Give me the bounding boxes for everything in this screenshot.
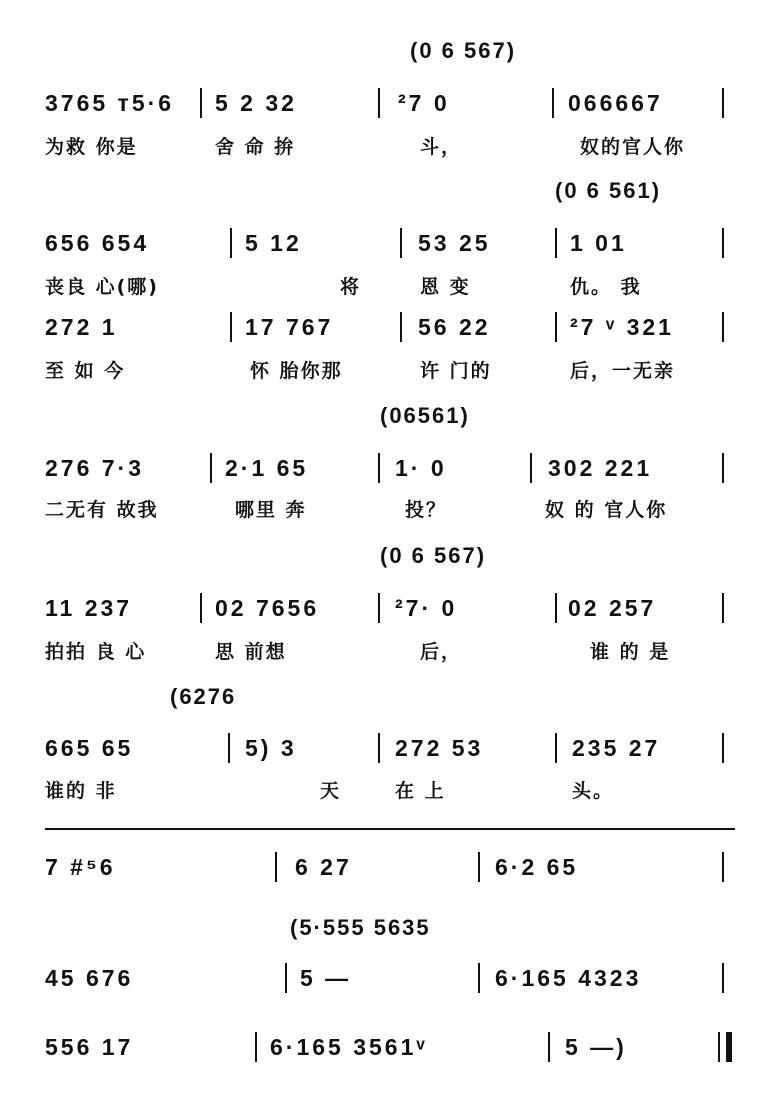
barline — [555, 228, 557, 258]
barline — [722, 733, 724, 763]
notes-measure-2: 5) 3 — [245, 735, 297, 761]
lyric-3: 斗， — [420, 136, 463, 158]
notes-measure-4: 1 01 — [570, 230, 627, 256]
barline — [548, 1032, 550, 1062]
notes-measure-1: 276 7·3 — [45, 455, 145, 481]
lyric-1: 谁的 非 — [45, 780, 117, 802]
lyric-1: 丧良 心(哪) — [45, 276, 159, 298]
barline — [200, 593, 202, 623]
lyric-4: 谁 的 是 — [590, 641, 671, 663]
barline — [255, 1032, 257, 1062]
notes-measure-2: 6·165 3561ᵛ — [270, 1034, 428, 1060]
lyric-3: 恩 变 — [420, 276, 471, 298]
notes-measure-1: 556 17 — [45, 1034, 134, 1060]
lyric-4: 头。 — [572, 780, 615, 802]
barline — [230, 228, 232, 258]
notes-measure-4: 02 257 — [568, 595, 657, 621]
notes-measure-2: 02 7656 — [215, 595, 320, 621]
barline — [722, 88, 724, 118]
annotation: (06561) — [380, 403, 470, 428]
annotation: (0 6 561) — [555, 178, 662, 203]
notes-measure-3: 5 —) — [565, 1034, 627, 1060]
lyric-2: 思 前想 — [215, 641, 287, 663]
barline — [400, 228, 402, 258]
lyric-2: 怀 胎你那 — [250, 360, 343, 382]
annotation: (0 6 567) — [410, 38, 517, 63]
annotation: (0 6 567) — [380, 543, 487, 568]
lyric-3: 后， — [420, 641, 463, 663]
lyric-1: 拍拍 良 心 — [45, 641, 147, 663]
notes-measure-3: 53 25 — [418, 230, 491, 256]
notes-measure-3: ²7 0 — [398, 90, 450, 116]
notes-measure-2: 6 27 — [295, 854, 352, 880]
lyric-4: 后，一无亲 — [570, 360, 676, 382]
notes-measure-1: 11 237 — [45, 595, 133, 621]
barline — [378, 733, 380, 763]
barline — [722, 963, 724, 993]
notes-measure-1: 45 676 — [45, 965, 134, 991]
barline — [555, 733, 557, 763]
lyric-1: 为救 你是 — [45, 136, 138, 158]
barline — [378, 593, 380, 623]
notes-measure-1: 656 654 — [45, 230, 150, 256]
notes-measure-1: 665 65 — [45, 735, 134, 761]
notes-measure-3: 272 53 — [395, 735, 484, 761]
barline — [722, 852, 724, 882]
barline — [210, 453, 212, 483]
notes-measure-3: 56 22 — [418, 314, 491, 340]
barline — [285, 963, 287, 993]
notes-measure-3: 6·2 65 — [495, 854, 579, 880]
notes-measure-3: 6·165 4323 — [495, 965, 642, 991]
notes-measure-2: 17 767 — [245, 314, 334, 340]
notes-measure-2: 5 12 — [245, 230, 302, 256]
lyric-4: 奴的官人你 — [580, 136, 686, 158]
barline — [478, 963, 480, 993]
barline — [378, 453, 380, 483]
lyric-2: 哪里 奔 — [235, 499, 307, 521]
barline — [555, 593, 557, 623]
notes-measure-4: 066667 — [568, 90, 663, 116]
system-divider — [45, 828, 735, 830]
lyric-2: 天 — [320, 780, 342, 802]
barline — [722, 312, 724, 342]
barline — [722, 453, 724, 483]
annotation: (6276 — [170, 684, 237, 709]
barline — [275, 852, 277, 882]
notes-measure-3: ²7· 0 — [395, 595, 458, 621]
lyric-3: 许 门的 — [420, 360, 492, 382]
barline — [400, 312, 402, 342]
lyric-1: 二无有 故我 — [45, 499, 159, 521]
barline — [722, 593, 724, 623]
annotation: (5·555 5635 — [290, 915, 431, 940]
barline — [722, 228, 724, 258]
notes-measure-2: 5 — — [300, 965, 352, 991]
barline — [200, 88, 202, 118]
lyric-1: 至 如 今 — [45, 360, 126, 382]
notes-measure-4: ²7 ᵛ 321 — [570, 314, 674, 340]
notes-measure-1: 272 1 — [45, 314, 118, 340]
barline — [378, 88, 380, 118]
barline — [530, 453, 532, 483]
lyric-4: 仇。 我 — [570, 276, 642, 298]
lyric-2: 舍 命 拚 — [215, 136, 296, 158]
lyric-4: 奴 的 官人你 — [545, 499, 668, 521]
notes-measure-3: 1· 0 — [395, 455, 447, 481]
barline — [552, 88, 554, 118]
lyric-3: 投？ — [405, 499, 448, 521]
final-barline — [726, 1032, 732, 1062]
notes-measure-2: 2·1 65 — [225, 455, 309, 481]
notes-measure-1: 7 #⁵6 — [45, 854, 116, 880]
barline — [718, 1032, 720, 1062]
notes-measure-2: 5 2 32 — [215, 90, 297, 116]
notes-measure-1: 3765 ᴛ5·6 — [45, 90, 175, 116]
barline — [555, 312, 557, 342]
barline — [230, 312, 232, 342]
notes-measure-4: 235 27 — [572, 735, 661, 761]
barline — [228, 733, 230, 763]
notes-measure-4: 302 221 — [548, 455, 653, 481]
barline — [478, 852, 480, 882]
lyric-2: 将 — [340, 276, 362, 298]
lyric-3: 在 上 — [395, 780, 446, 802]
